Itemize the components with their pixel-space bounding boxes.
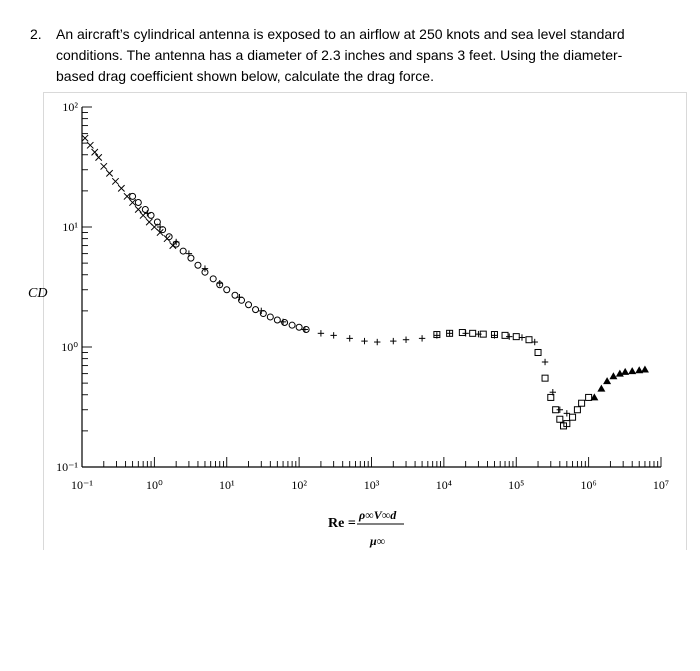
data-point-plus [403, 337, 409, 343]
data-point-triangle [597, 385, 605, 392]
data-point-plus [419, 335, 425, 341]
formula-numerator: ρ∞V∞d [359, 508, 397, 522]
data-point-cross [82, 135, 88, 141]
formula-denominator: μ∞ [370, 534, 386, 548]
data-point-cross [101, 163, 107, 169]
data-point-plus [390, 338, 396, 344]
x-tick-label: 10⁷ [652, 478, 670, 492]
data-point-circle [210, 276, 216, 282]
data-point-square [470, 330, 476, 336]
x-tick-label: 10⁶ [580, 478, 597, 492]
data-point-cross [106, 170, 112, 176]
data-point-square [574, 407, 580, 413]
data-point-circle [224, 287, 230, 293]
data-point-plus [236, 294, 242, 300]
data-point-plus [347, 335, 353, 341]
data-point-square [526, 337, 532, 343]
y-tick-label: 10⁰ [61, 340, 78, 354]
y-axis-label: CD [28, 286, 48, 301]
data-point-circle [253, 307, 259, 313]
data-point-plus [446, 330, 452, 336]
data-point-cross [87, 142, 93, 148]
x-tick-label: 10⁻¹ [71, 478, 93, 492]
data-point-triangle [609, 372, 617, 379]
data-point-square [570, 414, 576, 420]
data-point-plus [330, 332, 336, 338]
data-point-circle [282, 320, 288, 326]
data-point-square [557, 416, 563, 422]
question-text: An aircraft’s cylindrical antenna is exposed to an airflow at 250 knots and sea level standard conditions. The antenna has a diameter of 2.3 inches and spans 3 feet. Using the diameter-based drag coefficient shown below, calculate the drag force. [56, 26, 625, 84]
x-tick-label: 10⁰ [145, 478, 163, 492]
data-point-square [535, 349, 541, 355]
data-point-square [459, 330, 465, 336]
data-point-circle [274, 317, 280, 323]
data-point-circle [246, 302, 252, 308]
data-point-triangle [603, 377, 611, 384]
data-point-circle [267, 314, 273, 320]
data-point-square [502, 332, 508, 338]
data-point-plus [144, 210, 150, 216]
x-tick-label: 10⁵ [508, 478, 525, 492]
data-point-triangle [641, 365, 649, 372]
data-point-cross [118, 185, 124, 191]
axis-tick-labels [56, 100, 669, 492]
data-point-circle [195, 262, 201, 268]
y-tick-label: 10⁻¹ [56, 460, 78, 474]
data-point-cross [92, 149, 98, 155]
data-point-plus [374, 339, 380, 345]
data-point-plus [542, 359, 548, 365]
data-point-plus [186, 250, 192, 256]
y-tick-label: 10¹ [62, 220, 78, 234]
data-point-circle [296, 324, 302, 330]
question-number: 2. [30, 26, 42, 42]
x-tick-label: 10³ [363, 478, 380, 492]
x-tick-label: 10² [291, 478, 307, 492]
data-point-square [542, 375, 548, 381]
data-point-plus [361, 338, 367, 344]
x-tick-label: 10¹ [218, 478, 235, 492]
data-point-plus [258, 308, 264, 314]
data-point-plus [318, 330, 324, 336]
data-point-circle [135, 200, 141, 206]
data-point-triangle [628, 367, 636, 374]
data-points [82, 135, 649, 429]
data-point-circle [180, 248, 186, 254]
data-point-cross [135, 206, 141, 212]
data-point-square [579, 400, 585, 406]
data-point-circle [289, 322, 295, 328]
data-point-plus [506, 333, 512, 339]
data-point-triangle [621, 368, 629, 375]
data-point-plus [557, 407, 563, 413]
data-point-cross [95, 154, 101, 160]
data-point-square [586, 394, 592, 400]
data-point-square [513, 334, 519, 340]
x-tick-label: 10⁴ [435, 478, 452, 492]
data-point-cross [112, 178, 118, 184]
data-point-circle [130, 193, 136, 199]
data-point-plus [217, 280, 223, 286]
x-axis-label: Re = [328, 516, 356, 531]
y-tick-label: 10² [62, 100, 78, 114]
